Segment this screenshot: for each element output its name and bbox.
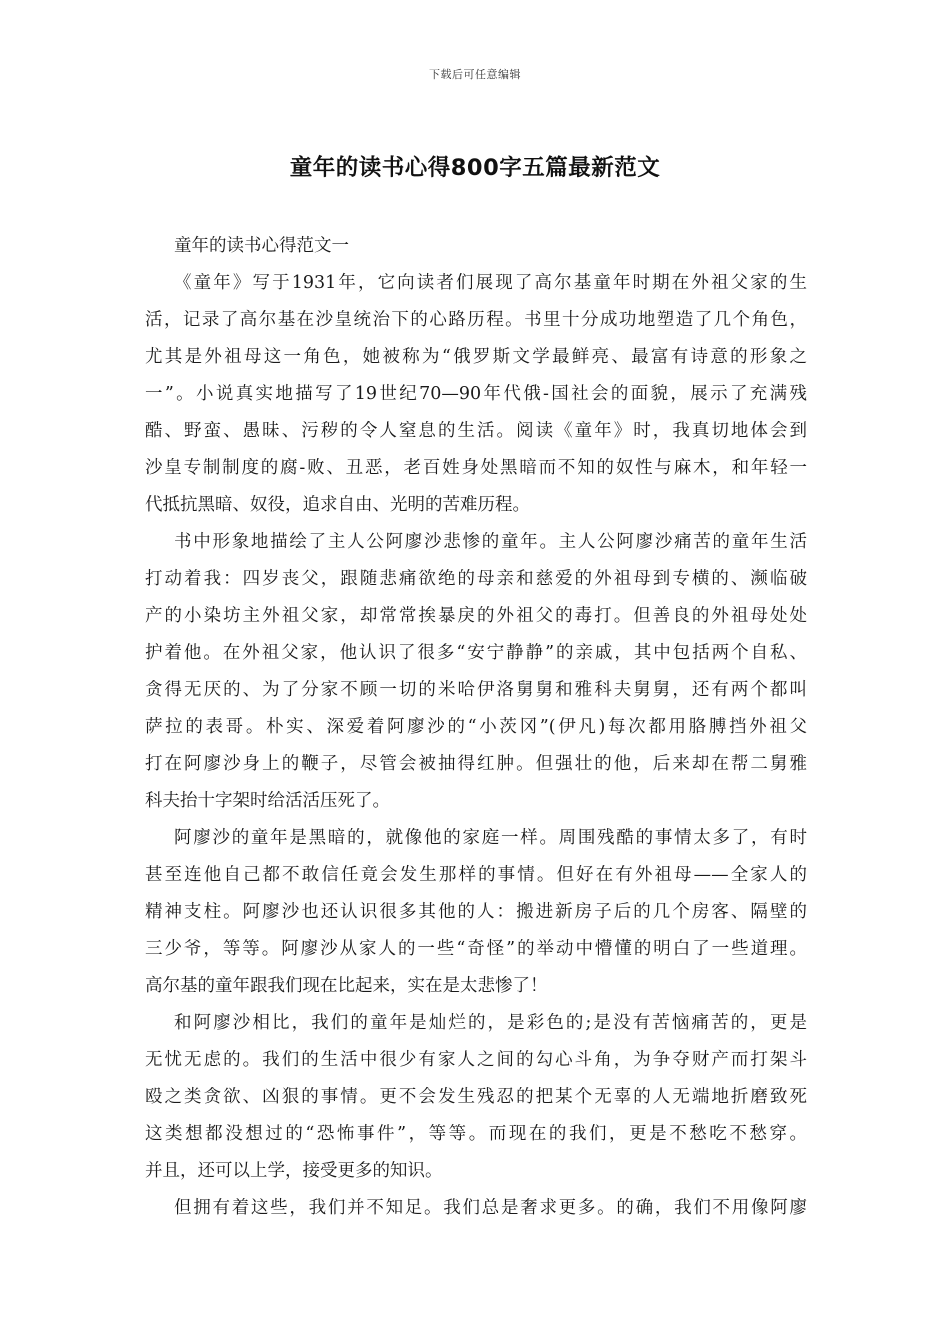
text-line: 和阿廖沙相比，我们的童年是灿烂的，是彩色的;是没有苦恼痛苦的，更是 (174, 1013, 807, 1033)
paragraph-2 (145, 524, 807, 820)
text-line: 尤其是外祖母这一角色，她被称为“俄罗斯文学最鲜亮、最富有诗意的形象之 (145, 347, 807, 367)
text-line: 萨拉的表哥。朴实、深爱着阿廖沙的“小茨冈”(伊凡)每次都用胳膊挡外祖父 (145, 717, 807, 737)
text-line: 三少爷，等等。阿廖沙从家人的一些“奇怪”的举动中懵懂的明白了一些道理。 (145, 939, 807, 959)
paragraph-5 (145, 1190, 807, 1227)
text-line: 《童年》写于1931年，它向读者们展现了高尔基童年时期在外祖父家的生 (174, 273, 807, 293)
text-line: 无忧无虑的。我们的生活中很少有家人之间的勾心斗角，为争夺财产而打架斗 (145, 1050, 807, 1070)
text-line: 沙皇专制制度的腐-败、丑恶，老百姓身处黑暗而不知的奴性与麻木，和年轻一 (145, 458, 807, 478)
paragraph-1 (145, 265, 807, 524)
section-title: 童年的读书心得范文一 (174, 236, 349, 256)
text-line: 精神支柱。阿廖沙也还认识很多其他的人：搬进新房子后的几个房客、隔壁的 (145, 902, 807, 922)
text-line: 酷、野蛮、愚昧、污秽的令人窒息的生活。阅读《童年》时，我真切地体会到 (145, 421, 807, 441)
text-line: 产的小染坊主外祖父家，却常常挨暴戾的外祖父的毒打。但善良的外祖母处处 (145, 606, 807, 626)
text-line: 一”。小说真实地描写了19世纪70—90年代俄-国社会的面貌，展示了充满残 (145, 384, 807, 404)
text-line: 甚至连他自己都不敢信任竟会发生那样的事情。但好在有外祖母——全家人的 (145, 865, 807, 885)
header-note: 下载后可任意编辑 (429, 68, 521, 81)
document-title: 童年的读书心得800字五篇最新范文 (289, 155, 661, 181)
text-line: 代抵抗黑暗、奴役，追求自由、光明的苦难历程。 (145, 495, 530, 515)
text-line: 殴之类贪欲、凶狠的事情。更不会发生残忍的把某个无辜的人无端地折磨致死 (145, 1087, 807, 1107)
text-line: 这类想都没想过的“恐怖事件”，等等。而现在的我们，更是不愁吃不愁穿。 (145, 1124, 807, 1144)
text-line: 贪得无厌的、为了分家不顾一切的米哈伊洛舅舅和雅科夫舅舅，还有两个都叫 (145, 680, 807, 700)
text-line: 护着他。在外祖父家，他认识了很多“安宁静静”的亲戚，其中包括两个自私、 (145, 643, 807, 663)
document-body (145, 228, 807, 1227)
text-line: 书中形象地描绘了主人公阿廖沙悲惨的童年。主人公阿廖沙痛苦的童年生活 (174, 532, 807, 552)
text-line: 阿廖沙的童年是黑暗的，就像他的家庭一样。周围残酷的事情太多了，有时 (174, 828, 807, 848)
text-line: 科夫抬十字架时给活活压死了。 (145, 791, 390, 811)
paragraph-4 (145, 1005, 807, 1190)
text-line: 打动着我：四岁丧父，跟随悲痛欲绝的母亲和慈爱的外祖母到专横的、濒临破 (145, 569, 807, 589)
text-line: 但拥有着这些，我们并不知足。我们总是奢求更多。的确，我们不用像阿廖 (174, 1198, 807, 1218)
text-line: 活，记录了高尔基在沙皇统治下的心路历程。书里十分成功地塑造了几个角色， (145, 310, 807, 330)
text-line: 并且，还可以上学，接受更多的知识。 (145, 1161, 443, 1181)
paragraph-3 (145, 820, 807, 1005)
text-line: 高尔基的童年跟我们现在比起来，实在是太悲惨了！ (145, 976, 548, 996)
text-line: 打在阿廖沙身上的鞭子，尽管会被抽得红肿。但强壮的他，后来却在帮二舅雅 (145, 754, 807, 774)
